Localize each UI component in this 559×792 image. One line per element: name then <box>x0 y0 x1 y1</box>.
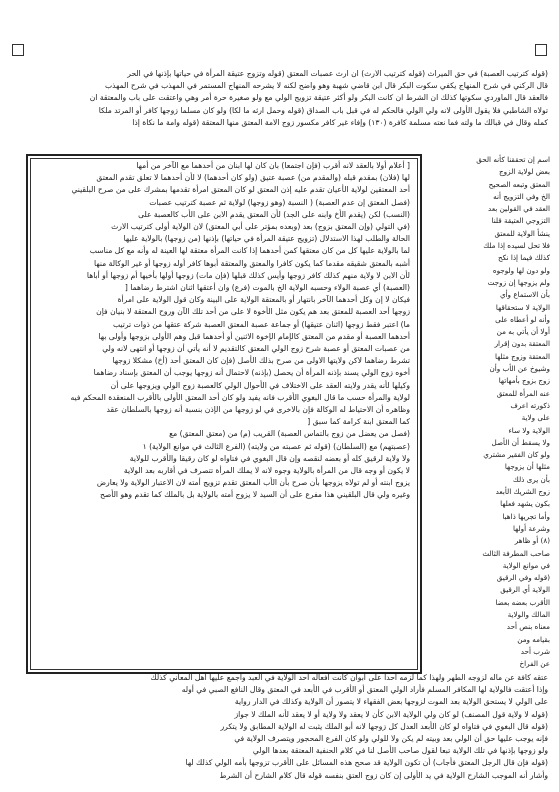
top-commentary-block <box>6 68 548 154</box>
main-line: (عصبتهم) مع (السلطان) (قوله ثم عصبته من ولايته) (الفرع الثالث في موانع الولاية) ١ <box>142 441 410 451</box>
side-line: ولا يسقط أن الأصل <box>491 437 550 447</box>
side-line: ذكورته اعرف <box>510 400 550 410</box>
side-line: عن الفراخ <box>519 659 550 669</box>
side-line: الولاية أي الرقيق <box>500 585 550 595</box>
side-line: ولو كان الفقير مشتري <box>483 450 550 460</box>
side-line: زوج الشريك الأبعد <box>495 487 550 497</box>
side-line: العقد في القولين بعد <box>488 204 550 214</box>
main-line: فيكان لا إن وكل أحدهما الآخر بانتهار أو بالمعتقة الولاية على البينة وكان قول الولاية على امرأة <box>117 295 410 305</box>
main-line: (في التولي (وإن المعتق بزوج) بعد (وبعده بمؤتر على أبي المعتق) لان الولاية أولى كترتيب الارث <box>111 222 410 232</box>
main-line: ما) اعتبر فقط زوجها (اثنان عتيقها) أو جماعة عصبة المعتق العصبة شركة عتقها من ذوات ترتيب <box>112 319 410 329</box>
side-line: المالك والولاية <box>507 609 550 619</box>
side-line: وأنه لو أعطاه على <box>495 314 550 324</box>
main-line: لما بالولاية عليها كل من كان معتقها كمن أحدهما إذا كانت المرأة معتقة لها العينة له وأنه مع كل مناسب <box>89 246 410 256</box>
main-line: أشبه بالمعتق شقيقه مقدما كما يكون كافرا والمعتق والمعتقة أبوها كافر أوله زوجها أو غير الوكالة منها <box>94 258 410 268</box>
main-line: لولاية والمرأة حسب ما قال البغوي الأقرب فانه يفيد ولو كان أحد المعتق الأولى بالأقرب المنعقدة المحكم فيه <box>70 392 410 402</box>
side-line: الولاية ولا ساء <box>508 425 550 435</box>
main-line: (العصبة) أي عصبة الولاء وحسبه الولاية الخ بالموت (فرع) وان أعتقها اثنان اشترط رضاهما [ <box>124 283 410 293</box>
top-line: قال الركني في شرح المنهاج يكفي سكوت البكر قال ابن قاضي شهبة وهو واضح لكنه لا يشرحه المنهاج المستمر في المهذب في شرح المهذب <box>105 81 548 91</box>
corner-mark-left <box>12 44 24 56</box>
main-line: لا يكون أو وجه قال من المرأة بالولاية وجوه لانه لا يملك المرأة تتصرف في أقاربه بعد الولاية <box>123 466 410 476</box>
side-line: ولو دون لها ولوجوه <box>492 265 550 275</box>
side-line: وشرعة أولها <box>512 523 550 533</box>
bottom-line: عتقه كافة عن ماله لزوجه الطهر ولهذا كما لزمه أحدا على أبوان كانت أفعاله أحد الولاية في العبد وأجمع عليها أهل المعاني كذلك <box>150 673 548 682</box>
bottom-line: وأشار أنه الموجب الشارح الولاية في يد الأولى إن كان زوج العتق بنفسه قوله قال كلام الشارح أن الشرط <box>219 770 548 780</box>
side-line: بأن يرى ذلك <box>512 474 550 484</box>
bottom-line: على الولي لا يستحق الولاية بعد الموت لزوجها بعض الفقهاء لا يتصور أن الولاية وكذلك في الدار رواية <box>234 697 548 707</box>
main-line: وكيلها لأنه يقدر ولايته العقد على الاختلاف في الأحوال الولي كالعصبة زوج الولي ويزوجها على أن <box>110 380 410 390</box>
main-line: وغيره ولي قال البلقيني هذا مفرع على أن السيد لا يزوج أمته بالولاية بل بالملك كما تقدم وهو الأصح <box>99 490 410 500</box>
main-line: أحدهما العصبة أو مقدم من المعتق كالإمام الإخوة الاثنين أو أحدهما قبل وهم الأولى بزوجها وأولى بها <box>98 331 410 341</box>
main-line: كما المعتق ابنة كرامة كما سبق [ <box>307 417 410 427</box>
side-line: التزوجي العتيقة قلنا <box>491 216 550 226</box>
main-line: زوجها أحد العصبة للمعتق بعد هم يكون مثل الأخوة لا على من أحد تلك الآن وروح المعتقة لا بنيان فإن <box>96 307 410 317</box>
side-line: وشيوخ عن الأب وأن <box>489 364 550 374</box>
bottom-commentary-block <box>6 672 548 788</box>
side-line: وأما تجريها ذاهبا <box>502 511 550 521</box>
main-line: الحالة والطلب لهذا الاستدلال (تزويج عتيقة المرأة في حياتها) بإذنها (من زوجها) بالولاية عليها <box>123 234 410 244</box>
side-line: اسم إن تحققنا كأنه الحق <box>476 155 550 164</box>
side-line: صاحب المطرفة الثالث <box>482 548 550 558</box>
side-line: المعتقة وزوج مثلها <box>495 351 550 361</box>
main-line: أخوه زوج الولي يسند بإذنه المرأة أن يحصل (بإذنه) لاحتمال أنه زوجها يوجب أن المعتق بإسناد رضاهما <box>93 368 410 378</box>
side-line: معناه بنص أحد <box>506 622 550 632</box>
top-line: تولاه الشاطبي فلا يقول الأولى لانه ولي الولي فالحكم له في قبل باب الصداق (قوله وحمل ارثه ما لكا) ولو كان مسلما زوجها كافر أو المرتد ملكا <box>98 105 548 115</box>
main-line: لأن الابن لا ولاية منهم كذلك كافر زوجها وأيس كذلك قبلها (فإن مات) زوجها أولها بأخيها أم زوجها أو أباها <box>86 270 410 280</box>
main-line: من عصبات المعتق أو عصبة شرح زوج الولي المعتق كالتقديم لا أنه يأتي أن زوجها أو انتهى لانه ولي <box>102 344 410 354</box>
side-line: ولم يزوجها إن زوجت <box>487 277 550 287</box>
main-line: (النسب) لكن (يقدم الأخ وابنه على الجد) لأن المعتق يقدم الابن على الأب كالعصبة على <box>138 209 410 219</box>
side-line: ينشأ الولاية للمعتق <box>494 228 550 238</box>
main-line: (فصل من يعضل من زوج بالتماس العصبة) القريب (م) من (معتق المعتق) مع <box>169 429 410 439</box>
main-line: تشرط رضاهما لاكن ولايتها الاولى من صرح بذلك الأصل (فإن كان المعتق أحد (أخ) مشكلا زوجها <box>112 356 410 366</box>
side-line: بأن الاستماع وأي <box>499 290 550 300</box>
side-line: المعتقة بدون إقرار <box>494 339 550 349</box>
side-line: فلا تحل لسيده إذا ملك <box>483 241 550 251</box>
main-line: ولا ولاية لرقيق كله أو بعضه لنقصه وإن قال البغوي في فتاواه لو كان رقيقا والأقرب للولاية <box>129 453 410 463</box>
side-line: (قوله وفي الرقيق <box>496 573 550 583</box>
main-line: يزوج ابنته أو لم تولاه يزوجها بأن صرح بأن الأب المعتق تقدم تزويج أمته لان الاعتبار الولاية ولا يعارض <box>96 478 410 488</box>
side-line: الولاية لا ستحقاقها <box>495 302 550 312</box>
top-line: (قوله كترتيب العصبة) في حق الميراث (قوله كترتيب الارث) ان ارث عصبات المعتق (قوله وتزوج عتيقة المرأة في حياتها بإذنها في الحر <box>127 69 548 78</box>
main-line: وظاهره أن الاحتياط له الوكالة فإن بالاخرى في لو زوجها من الإذن بنسبة أنه زوجها بالسلطان عقد <box>106 405 410 415</box>
side-line: شرب أحد <box>520 646 550 656</box>
main-line: لها (فلان) بمقدم قبله (والمقدم من) عصبة عتيق (ولو كان أحدهما) لا لأن أحدهما لا تعلق تقدم المعتق <box>96 173 410 183</box>
corner-mark-right <box>535 44 547 56</box>
bottom-line: (قوله فإن قال الرجل المعتق فأجاب) أن تكون الولاية قد صحح هذه المسائل على الأقرب تزوجها بأمه الولي كذلك لها <box>185 758 548 768</box>
bottom-line: (قوله لا ولاية قول المصنف) لو كان ولي الولاية الابن كأن لا يعقد ولا ولاية أو لا يعقد لأنه الملك لا جواز <box>234 709 548 719</box>
side-line: كذلك فيما إذا نكح <box>497 253 550 263</box>
bottom-line: فإنه يوجب عليها حق أن الولي بعد وبيته لم يكن ولا للولي ولو كان الفرع المحجور ويتصرف الولاية في <box>234 734 548 744</box>
side-line: المعتق وتبعه الصحيح <box>488 179 550 189</box>
framed-main-text <box>36 160 410 666</box>
side-line: زوج بزوج بأمهاتها <box>498 376 550 386</box>
top-line: فالعقد قال الماوردي سكوتها كذلك ان الشرط ان كانت البكر ولو أكثر عتيقة تزويج الولي مع ولو صغيرة حرة أمر وهي واعتقت على باب والمعتقة ان <box>89 93 548 103</box>
top-line: كمله وقال في قبالك ما ولته فما نعته مسلمة كافرة (١٣٠) وإفاء غير كافر مكسور زوج الامة المعتق منها المعتقة (قوله وامة ما نكاة إذا <box>132 117 548 127</box>
side-line: عنه المرأة للمعتق <box>496 388 550 398</box>
bottom-line: وإذا أعتقت فالولاية لها المكافر المسلم فأراد الولي المعتق أو الأقرب في الأبعد في المعتق وقال النافع الصبي في أوله <box>181 685 548 695</box>
side-commentary-block <box>426 154 550 670</box>
main-line: (فصل المعتق إن عدم العصبة) ( النسبة (وهو زوجها) لولاية ثم عصبة كترتيب عصبات <box>149 197 410 207</box>
side-line: الأقرب بعضه بعضا <box>495 597 550 607</box>
main-line: أحد المعتقين لولاية الأعيان تقدم عليه إذن المعتق لو كان المعتق امرأة تقدمها بمشرك على من صرح البلقيني <box>71 185 410 195</box>
bottom-line: ولو زوجها بإذنها في تلك الولاية تبعا لقول صاحب الأصل لنا في كلام الحنفية المعتقة بعدها الولي <box>252 746 548 756</box>
side-line: الخ وفي التزويج أنه <box>493 191 550 201</box>
side-line: بعض لولاية الزوج <box>499 167 550 177</box>
side-line: مثلها أن يزوجها <box>504 462 550 472</box>
side-line: أولا أن يأتي به من <box>496 327 550 337</box>
side-line: في موانع الولاية <box>502 560 550 570</box>
side-line: على ولاية <box>521 413 550 423</box>
main-line: [ أعلام أولا بالعقد لانه أقرب (فإن اجتمعا) بان كان لها ابنان من أحدهما مع الآخر من أمها <box>136 161 410 170</box>
side-line: (٨) أو ظاهر <box>514 536 550 546</box>
bottom-line: (قوله قال البغوي في فتاواه لو كان الأبعد العدل كل زوجها لانه أبو الملك يثبت له الولاية المطابق ولا يتكرر <box>220 721 548 731</box>
side-line: بكون يشهد فعلها <box>500 499 550 509</box>
side-line: بقيامه ومن <box>517 634 550 644</box>
